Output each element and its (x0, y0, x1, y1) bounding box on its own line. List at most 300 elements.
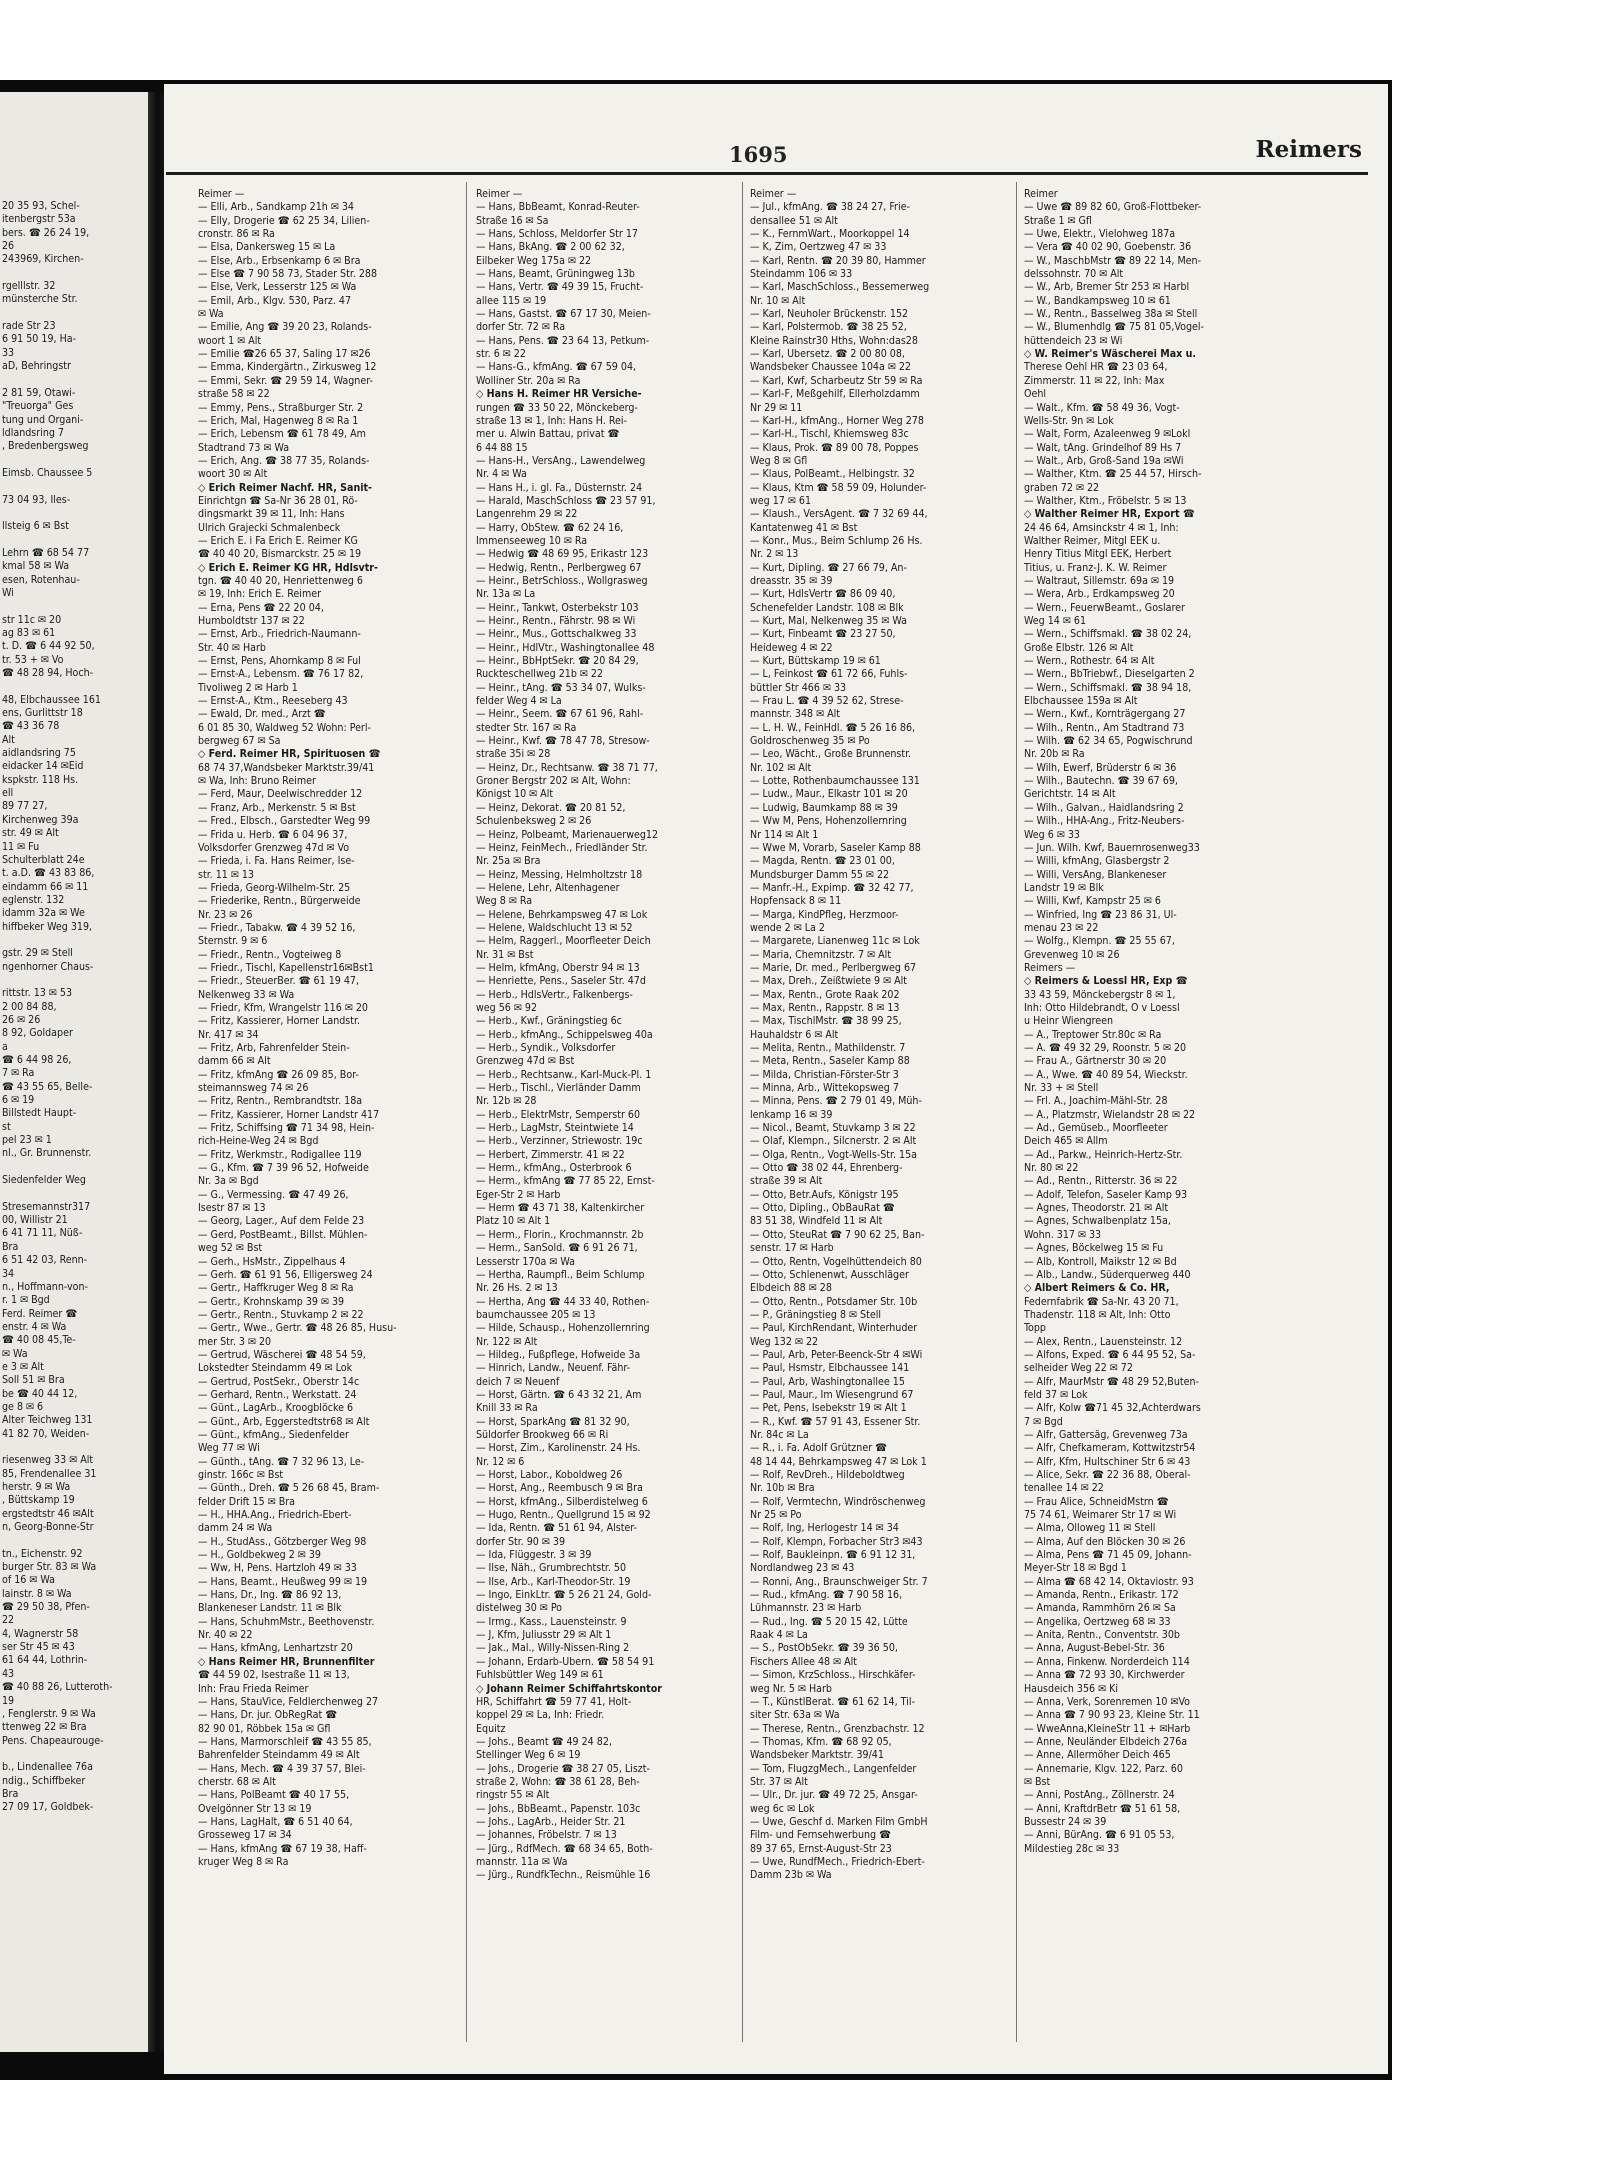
directory-entry-line: — Alfr, Chefkameram, Kottwitzstr54 (1024, 1442, 1196, 1455)
directory-entry-line: 11 ✉ Fu (2, 840, 40, 853)
directory-entry-line: — Emilie, Ang ☎ 39 20 23, Rolands- (198, 321, 372, 334)
directory-entry-line: Zimmerstr. 11 ✉ 22, Inh: Max (1024, 374, 1165, 387)
directory-entry-line: — Herm., SanSold. ☎ 6 91 26 71, (476, 1242, 638, 1255)
directory-entry-line: Inh: Otto Hildebrandt, O v Loessl (1024, 1001, 1180, 1014)
directory-entry-line: — Hans H., i. gl. Fa., Düsternstr. 24 (476, 481, 643, 494)
directory-entry-line: — Minna, Pens. ☎ 2 79 01 49, Müh- (750, 1095, 922, 1108)
directory-entry-line: — Wilh., HHA-Ang., Fritz-Neubers- (1024, 815, 1185, 828)
directory-entry-line: Straße 16 ✉ Sa (476, 214, 549, 227)
directory-entry-line: — Else ☎ 7 90 58 73, Stader Str. 288 (198, 268, 378, 281)
directory-entry-line: Blankeneser Landstr. 11 ✉ Blk (198, 1602, 342, 1615)
directory-entry-line: densallee 51 ✉ Alt (750, 214, 838, 227)
directory-entry-line: weg 52 ✉ Bst (198, 1242, 263, 1255)
directory-entry-line: — Meta, Rentn., Saseler Kamp 88 (750, 1055, 910, 1068)
directory-entry-line: — Horst, Gärtn. ☎ 6 43 32 21, Am (476, 1388, 642, 1401)
directory-entry-line: — Alfr, Gattersäg, Grevenweg 73a (1024, 1428, 1188, 1441)
directory-entry-line: — Karl-H., kfmAng., Horner Weg 278 (750, 414, 924, 427)
directory-entry-line: — Johs., Beamt ☎ 49 24 82, (476, 1735, 612, 1748)
directory-entry-line: , Büttskamp 19 (2, 1494, 75, 1507)
directory-entry-line: — Ad., Gemüseb., Moorfleeter (1024, 1122, 1168, 1135)
directory-entry-line: 243969, Kirchen- (2, 253, 84, 266)
directory-entry-line: — Hans, Beamt, Grüningweg 13b (476, 268, 635, 281)
directory-entry-line: — Hans, BkAng. ☎ 2 00 62 32, (476, 241, 625, 254)
directory-entry-line: allee 115 ✉ 19 (476, 294, 547, 307)
directory-entry-line: — Ernst-A., Ktm., Reeseberg 43 (198, 695, 348, 708)
directory-entry-line: tenallee 14 ✉ 22 (1024, 1482, 1104, 1495)
directory-entry-line: Schenefelder Landstr. 108 ✉ Blk (750, 601, 904, 614)
directory-entry-line: — Anni, KraftdrBetr ☎ 51 61 58, (1024, 1802, 1181, 1815)
directory-entry-line: — Hildeg., Fußpflege, Hofweide 3a (476, 1348, 641, 1361)
directory-entry-line: — Friedr., Tischl, Kapellenstr16✉Bst1 (198, 961, 374, 974)
directory-entry-line: 2 81 59, Otawi- (2, 386, 76, 399)
directory-entry-line: — Anni, BürAng. ☎ 6 91 05 53, (1024, 1829, 1175, 1842)
directory-entry-line: — R., i. Fa. Adolf Grützner ☎ (750, 1442, 888, 1455)
directory-entry-line: — Karl, Neuholer Brückenstr. 152 (750, 308, 909, 321)
directory-entry-line: — Gertr., Haffkruger Weg 8 ✉ Ra (198, 1282, 354, 1295)
directory-entry-line: — Max, Rentn., Grote Raak 202 (750, 988, 900, 1001)
directory-entry-line: — Alfons, Exped. ☎ 6 44 95 52, Sa- (1024, 1348, 1196, 1361)
directory-entry-line: — Heinr., Rentn., Fährstr. 98 ✉ Wi (476, 615, 636, 627)
directory-entry-line: 6 41 71 11, Nüß- (2, 1227, 83, 1240)
directory-entry-line: — Gerd, PostBeamt., Billst. Mühlen- (198, 1228, 368, 1241)
directory-entry-line: — Gertr., Wwe., Gertr. ☎ 48 26 85, Husu- (198, 1322, 397, 1335)
directory-entry-line: — Herbert, Zimmerstr. 41 ✉ 22 (476, 1148, 625, 1161)
directory-entry-line: cherstr. 68 ✉ Alt (198, 1775, 276, 1788)
directory-entry-line: Nr. 417 ✉ 34 (198, 1028, 259, 1041)
directory-entry-line: — Heinr., Mus., Gottschalkweg 33 (476, 628, 637, 641)
directory-entry-line: — Willi, Kwf, Kampstr 25 ✉ 6 (1024, 895, 1161, 908)
directory-entry-line: — Alma, Olloweg 11 ✉ Stell (1024, 1522, 1156, 1535)
directory-entry-line: Titius, u. Franz-J. K. W. Reimer (1024, 561, 1167, 574)
directory-entry-line: ginstr. 166c ✉ Bst (198, 1469, 284, 1481)
directory-entry-line: 00, Willistr 21 (2, 1214, 68, 1227)
page-number: 1695 (729, 142, 788, 167)
directory-entry-line: — Fritz, Rentn., Rembrandtstr. 18a (198, 1095, 363, 1108)
directory-entry-line: Schulterblatt 24e (2, 853, 85, 866)
directory-entry-line: — Heinr., Kwf. ☎ 78 47 78, Stresow- (476, 735, 650, 748)
directory-entry-line: — Gertr., Krohnskamp 39 ✉ 39 (198, 1295, 345, 1308)
directory-entry-line: — Hans, Pens. ☎ 23 64 13, Petkum- (476, 334, 650, 347)
directory-entry-line: — Otto ☎ 38 02 44, Ehrenberg- (750, 1162, 903, 1175)
directory-entry-line: t. a.D. ☎ 43 83 86, (2, 867, 95, 880)
directory-entry-line: siter Str. 63a ✉ Wa (750, 1709, 840, 1722)
directory-entry-line: straße 35i ✉ 28 (476, 748, 551, 761)
directory-entry-line: — Otto, Schlenenwt, Ausschläger (750, 1268, 909, 1281)
directory-entry-line: — Rolf, RevDreh., Hildeboldtweg (750, 1469, 905, 1481)
directory-entry-line: — Herb., HdlsVertr., Falkenbergs- (476, 988, 633, 1001)
directory-entry-line: — H., HHA.Ang., Friedrich-Ebert- (198, 1509, 352, 1522)
directory-entry-line: Große Elbstr. 126 ✉ Alt (1024, 641, 1134, 654)
directory-entry-line: — Max, TischlMstr. ☎ 38 99 25, (750, 1015, 902, 1028)
directory-entry-line: Weg 8 ✉ Ra (476, 895, 533, 908)
directory-entry-line: Wohn. 317 ✉ 33 (1024, 1228, 1102, 1241)
directory-entry-line: — Paul, Arb, Peter-Beenck-Str 4 ✉Wi (750, 1348, 923, 1361)
directory-entry-line: — Wern., BbTriebwf., Dieselgarten 2 (1024, 668, 1195, 681)
directory-entry-line: Schulenbeksweg 2 ✉ 26 (476, 815, 592, 828)
directory-entry-line: 41 82 70, Weiden- (2, 1427, 90, 1440)
directory-entry-line: eglenstr. 132 (2, 893, 65, 906)
directory-entry-line: feld 37 ✉ Lok (1024, 1388, 1088, 1401)
directory-entry-line: — Karl, Rentn. ☎ 20 39 80, Hammer (750, 254, 926, 267)
directory-entry-line: — W., MaschbMstr ☎ 89 22 14, Men- (1024, 254, 1202, 267)
directory-entry-line: — A., Wwe. ☎ 40 89 54, Wieckstr. (1024, 1068, 1188, 1081)
directory-entry-line: — Ida, Rentn. ☎ 51 61 94, Alster- (476, 1522, 637, 1535)
directory-entry-line: — Alex, Rentn., Lauensteinstr. 12 (1024, 1335, 1183, 1348)
directory-entry-line: — Wilh., Rentn., Am Stadtrand 73 (1024, 721, 1185, 734)
directory-entry-line: ✉ 19, Inh: Erich E. Reimer (198, 588, 322, 601)
directory-entry-line: ◇ Reimers & Loessl HR, Exp ☎ (1024, 975, 1188, 988)
directory-entry-line: 26 (2, 240, 15, 253)
directory-entry-line: ✉ Wa (198, 308, 224, 321)
directory-entry-line: — Max, Rentn., Rappstr. 8 ✉ 13 (750, 1001, 900, 1014)
directory-entry-line: Weg 77 ✉ Wi (198, 1442, 260, 1455)
directory-entry-line: — Jürg., RdfMech. ☎ 68 34 65, Both- (476, 1842, 653, 1855)
directory-entry-line: — Helene, Waldschlucht 13 ✉ 52 (476, 921, 633, 934)
directory-entry-line: — Thomas, Kfm. ☎ 68 92 05, (750, 1735, 892, 1748)
directory-entry-line: 82 90 01, Röbbek 15a ✉ Gfl (198, 1722, 331, 1735)
directory-entry-line: — W., Bandkampsweg 10 ✉ 61 (1024, 294, 1171, 307)
directory-entry-line: — Günt., Arb, Eggerstedtstr68 ✉ Alt (198, 1415, 370, 1428)
directory-entry-line: — Anne, Neuländer Elbdeich 276a (1024, 1735, 1188, 1748)
directory-entry-line: u Heinr Wiengreen (1024, 1015, 1113, 1028)
directory-entry-line: Wandsbeker Chaussee 104a ✉ 22 (750, 361, 911, 374)
directory-entry-line: felder Weg 4 ✉ La (476, 695, 562, 708)
directory-entry-line: Equitz (476, 1722, 506, 1735)
directory-entry-line: Therese Oehl HR ☎ 23 03 64, (1024, 361, 1168, 374)
directory-entry-line: 6 44 88 15 (476, 441, 528, 454)
directory-entry-line: koppel 29 ✉ La, Inh: Friedr. (476, 1709, 605, 1722)
directory-entry-line: 22 (2, 1614, 15, 1627)
directory-entry-line: tung und Organi- (2, 413, 84, 426)
directory-entry-line: — K, Zim, Oertzweg 47 ✉ 33 (750, 241, 887, 254)
directory-entry-line: ☎ 43 36 78 (2, 720, 60, 733)
directory-entry-line: Weg 132 ✉ 22 (750, 1335, 819, 1348)
directory-entry-line (2, 534, 148, 547)
directory-entry-line: Nr. 26 Hs. 2 ✉ 13 (476, 1282, 558, 1295)
directory-entry-line: Kleine Rainstr30 Hths, Wohn:das28 (750, 334, 918, 347)
directory-entry-line: — P., Gräningstieg 8 ✉ Stell (750, 1308, 882, 1321)
directory-entry-line (2, 1534, 148, 1547)
directory-entry-line: Königst 10 ✉ Alt (476, 788, 554, 801)
directory-entry-line: Platz 10 ✉ Alt 1 (476, 1215, 551, 1228)
directory-entry-line: — Hans, SchuhmMstr., Beethovenstr. (198, 1615, 375, 1628)
directory-entry-line: 7 ✉ Bgd (1024, 1415, 1063, 1428)
directory-entry-line: — K., FernmWart., Moorkoppel 14 (750, 228, 910, 241)
directory-entry-line: Grevenweg 10 ✉ 26 (1024, 948, 1120, 961)
directory-entry-line: aD, Behringstr (2, 360, 71, 373)
directory-entry-line: — Heinr., tAng. ☎ 53 34 07, Wulks- (476, 681, 646, 694)
directory-entry-line: — Elly, Drogerie ☎ 62 25 34, Lilien- (198, 214, 370, 227)
directory-entry-line: tgn. ☎ 40 40 20, Henriettenweg 6 (198, 574, 363, 587)
directory-entry-line: Mildestieg 28c ✉ 33 (1024, 1842, 1120, 1855)
directory-entry-line: — Kurt, Mal, Nelkenweg 35 ✉ Wa (750, 615, 907, 627)
directory-entry-line: — S., PostObSekr. ☎ 39 36 50, (750, 1642, 898, 1655)
directory-entry-line: — Emmi, Sekr. ☎ 29 59 14, Wagner- (198, 374, 373, 387)
directory-entry-line: — A., Platzmstr, Wielandstr 28 ✉ 22 (1024, 1108, 1196, 1121)
directory-entry-line (2, 480, 148, 493)
directory-entry-line: st (2, 1120, 11, 1133)
directory-entry-line: — Gerhard, Rentn., Werkstatt. 24 (198, 1388, 357, 1401)
directory-entry-line: itenbergstr 53a (2, 213, 76, 226)
directory-entry-line: — Ernst, Arb., Friedrich-Naumann- (198, 628, 361, 641)
directory-entry-line: Lehrn ☎ 68 54 77 (2, 546, 90, 559)
directory-entry-line: — Klaus, PolBeamt., Helbingstr. 32 (750, 468, 915, 481)
directory-entry-line: Meyer-Str 18 ✉ Bgd 1 (1024, 1562, 1127, 1575)
directory-entry-line: — Wilh., Galvan., Haidlandsring 2 (1024, 801, 1184, 814)
directory-entry-line: — Hans, LagHalt, ☎ 6 51 40 64, (198, 1815, 353, 1828)
directory-entry-line: — Paul, KirchRendant, Winterhuder (750, 1322, 918, 1335)
directory-entry-line: 75 74 61, Weimarer Str 17 ✉ Wi (1024, 1509, 1177, 1522)
running-head: Reimers (1255, 136, 1362, 163)
directory-entry-line: HR, Schiffahrt ☎ 59 77 41, Holt- (476, 1695, 632, 1708)
directory-entry-line: — L. H. W., FeinHdl. ☎ 5 26 16 86, (750, 721, 916, 734)
directory-entry-line: — Wera, Arb., Erdkampsweg 20 (1024, 588, 1175, 601)
directory-entry-line: Lokstedter Steindamm 49 ✉ Lok (198, 1362, 353, 1375)
directory-entry-line: Thadenstr. 118 ✉ Alt, Inh: Otto (1024, 1308, 1171, 1321)
directory-entry-line: ☎ 48 28 94, Hoch- (2, 667, 94, 680)
directory-entry-line: Film- und Fernsehwerbung ☎ (750, 1829, 891, 1842)
directory-entry-line: — Anna, Finkenw. Norderdeich 114 (1024, 1655, 1190, 1668)
directory-entry-line: — Emmy, Pens., Straßburger Str. 2 (198, 401, 364, 414)
directory-entry-line: rungen ☎ 33 50 22, Mönckeberg- (476, 401, 638, 414)
directory-entry-line: woort 1 ✉ Alt (198, 334, 262, 347)
directory-entry-line: — Henriette, Pens., Saseler Str. 47d (476, 975, 646, 988)
directory-entry-line: Weg 6 ✉ 33 (1024, 828, 1080, 841)
directory-entry-line: — Klaus, Ktm ☎ 58 59 09, Holunder- (750, 481, 927, 494)
directory-entry-line: Bra (2, 1240, 19, 1253)
directory-entry-line: — Emil, Arb., Klgv. 530, Parz. 47 (198, 294, 352, 307)
directory-entry-line: — Ernst-A., Lebensm. ☎ 76 17 82, (198, 668, 364, 681)
directory-entry-line: — Georg, Lager., Auf dem Felde 23 (198, 1215, 365, 1228)
directory-entry-line: Heideweg 4 ✉ 22 (750, 641, 833, 654)
header-rule (166, 172, 1368, 175)
directory-entry-line: — Tom, FlugzgMech., Langenfelder (750, 1762, 917, 1775)
directory-entry-line: 48 14 44, Behrkampsweg 47 ✉ Lok 1 (750, 1455, 927, 1468)
directory-entry-line (2, 680, 148, 693)
directory-entry-line: ☎ 6 44 98 26, (2, 1054, 72, 1066)
directory-entry-line: kspkstr. 118 Hs. (2, 773, 79, 786)
directory-entry-line: Raak 4 ✉ La (750, 1629, 808, 1642)
directory-entry-line: — Rud., Ing. ☎ 5 20 15 42, Lütte (750, 1615, 908, 1628)
directory-entry-line: senstr. 17 ✉ Harb (750, 1242, 834, 1255)
directory-entry-line (2, 1441, 148, 1454)
directory-entry-line: ✉ Wa (2, 1347, 28, 1360)
directory-entry-line: — Walt., Arb, Groß-Sand 19a ✉Wi (1024, 454, 1184, 467)
directory-entry-line: Nr. 3a ✉ Bgd (198, 1175, 259, 1188)
directory-entry-line: — Therese, Rentn., Grenzbachstr. 12 (750, 1722, 925, 1735)
directory-entry-line: — Wern., FeuerwBeamt., Goslarer (1024, 601, 1185, 614)
directory-entry-line: — Simon, KrzSchloss., Hirschkäfer- (750, 1669, 916, 1682)
directory-entry-line: — Herb., Rechtsanw., Karl-Muck-Pl. 1 (476, 1068, 652, 1081)
directory-entry-line: Bra (2, 1787, 19, 1800)
directory-entry-line: — Rolf, Baukleinpn. ☎ 6 91 12 31, (750, 1549, 916, 1562)
directory-entry-line: rich-Heine-Weg 24 ✉ Bgd (198, 1135, 319, 1148)
directory-entry-line: deich 7 ✉ Neuenf (476, 1375, 560, 1388)
directory-entry-line: — Jak., Mal., Willy-Nissen-Ring 2 (476, 1642, 630, 1655)
directory-entry-line: Tivoliweg 2 ✉ Harb 1 (198, 681, 298, 694)
directory-entry-line: straße 58 ✉ 22 (198, 388, 270, 401)
directory-entry-line: bergweg 67 ✉ Sa (198, 735, 281, 748)
directory-entry-line: Nr. 23 ✉ 26 (198, 908, 253, 921)
directory-entry-line: — Willi, VersAng, Blankeneser (1024, 868, 1167, 881)
directory-entry-line: — Adolf, Telefon, Saseler Kamp 93 (1024, 1188, 1188, 1201)
book-gutter (148, 92, 164, 2052)
directory-entry-line: — Emilie ☎26 65 37, Saling 17 ✉26 (198, 348, 371, 361)
directory-entry-line: — Wern., Schiffsmakl. ☎ 38 94 18, (1024, 681, 1192, 694)
directory-entry-line: — Karl-F, Meßgehilf, Ellerholzdamm (750, 388, 920, 401)
directory-entry-line: wende 2 ✉ La 2 (750, 921, 825, 934)
directory-entry-line: — Hilde, Schausp., Hohenzollernring (476, 1322, 650, 1335)
directory-entry-line: — Anni, PostAng., Zöllnerstr. 24 (1024, 1789, 1175, 1802)
directory-entry-line: — Wwe M, Vorarb, Saseler Kamp 88 (750, 841, 921, 854)
directory-entry-line: — Helene, Behrkampsweg 47 ✉ Lok (476, 908, 648, 921)
directory-entry-line: — Hans, kfmAng, Lenhartzstr 20 (198, 1642, 353, 1655)
directory-entry-line: Eimsb. Chaussee 5 (2, 466, 93, 479)
directory-entry-line: büttler Str 466 ✉ 33 (750, 681, 847, 694)
directory-entry-line: — Waltraut, Sillemstr. 69a ✉ 19 (1024, 574, 1175, 587)
directory-entry-line: — Amanda, Rammhörn 26 ✉ Sa (1024, 1602, 1176, 1615)
directory-entry-line: ✉ Wa, Inh: Bruno Reimer (198, 775, 316, 788)
directory-entry-line: — Hugo, Rentn., Quellgrund 15 ✉ 92 (476, 1509, 651, 1522)
directory-entry-line: llsteig 6 ✉ Bst (2, 520, 69, 533)
directory-entry-line: Lesserstr 170a ✉ Wa (476, 1255, 575, 1268)
directory-entry-line: — Günth., Dreh. ☎ 5 26 68 45, Bram- (198, 1482, 380, 1495)
directory-entry-line: — Alma, Auf den Blöcken 30 ✉ 26 (1024, 1535, 1186, 1548)
directory-entry-line: — H., Goldbekweg 2 ✉ 39 (198, 1549, 321, 1562)
directory-entry-line: Reimer — (476, 188, 523, 200)
directory-entry-line: Nr. 31 ✉ Bst (476, 948, 534, 961)
directory-entry-line: Nr 29 ✉ 11 (750, 401, 803, 414)
directory-entry-line: eidacker 14 ✉Eid (2, 760, 84, 773)
directory-entry-line: Isestr 87 ✉ 13 (198, 1202, 266, 1215)
directory-page (164, 84, 1388, 2074)
directory-entry-line: Nr. 40 ✉ 22 (198, 1629, 253, 1642)
directory-entry-line: — Erich, Mal, Hagenweg 8 ✉ Ra 1 (198, 414, 359, 427)
directory-column-2 (476, 188, 734, 1883)
directory-entry-line: — Anne, Allermöher Deich 465 (1024, 1749, 1171, 1762)
directory-entry-line: 26 ✉ 26 (2, 1013, 41, 1026)
directory-entry-line: — Günt., kfmAng., Siedenfelder (198, 1428, 349, 1441)
directory-entry-line: — WweAnna,KleineStr 11 + ✉Harb (1024, 1722, 1191, 1735)
directory-entry-line: damm 24 ✉ Wa (198, 1522, 273, 1535)
directory-entry-line: — Hans-G., kfmAng. ☎ 67 59 04, (476, 361, 637, 374)
directory-entry-line: Reimer (1024, 188, 1058, 200)
directory-entry-line: — Harry, ObStew. ☎ 62 24 16, (476, 521, 624, 534)
directory-entry-line: — Anna, Verk, Sorenremen 10 ✉Vo (1024, 1695, 1191, 1708)
directory-entry-line: — Friedr., Tabakw. ☎ 4 39 52 16, (198, 921, 356, 934)
directory-entry-line: ldlandsring 7 (2, 426, 64, 439)
directory-entry-line: Nr. 33 + ✉ Stell (1024, 1082, 1099, 1095)
directory-entry-line: — Hinrich, Landw., Neuenf. Fähr- (476, 1362, 631, 1375)
directory-entry-line: — Ww, H, Pens. Hartzloh 49 ✉ 33 (198, 1562, 357, 1575)
directory-entry-line: — Fritz, Schiffsing ☎ 71 34 98, Hein- (198, 1122, 375, 1135)
directory-entry-line: — Herb., ElektrMstr, Semperstr 60 (476, 1108, 641, 1121)
directory-entry-line: dorfer Str. 90 ✉ 39 (476, 1535, 566, 1548)
directory-entry-line: Topp (1024, 1322, 1046, 1335)
directory-entry-line: — Karl, Ubersetz. ☎ 2 00 80 08, (750, 348, 905, 361)
directory-entry-line: 48, Elbchaussee 161 (2, 693, 101, 706)
directory-entry-line: — Fritz, Arb, Fahrenfelder Stein- (198, 1042, 350, 1054)
directory-entry-line: — Hertha, Ang ☎ 44 33 40, Rothen- (476, 1295, 650, 1308)
directory-entry-line: — Manfr.-H., Expimp. ☎ 32 42 77, (750, 881, 914, 894)
directory-entry-line: — Wilh, Ewerf, Brüderstr 6 ✉ 36 (1024, 761, 1177, 774)
directory-entry-line: — Hedwig, Rentn., Perlbergweg 67 (476, 561, 642, 574)
directory-entry-line: dreasstr. 35 ✉ 39 (750, 574, 833, 587)
directory-entry-line: — Horst, Ang., Reembusch 9 ✉ Bra (476, 1482, 643, 1495)
directory-entry-line: — L, Feinkost ☎ 61 72 66, Fuhls- (750, 668, 908, 681)
directory-entry-line: — Alice, Sekr. ☎ 22 36 88, Oberal- (1024, 1469, 1191, 1481)
directory-entry-line: — Otto, Rentn., Potsdamer Str. 10b (750, 1295, 918, 1308)
directory-entry-line: Reimers — (1024, 961, 1076, 974)
directory-entry-line: "Treuorga" Ges (2, 400, 74, 413)
directory-entry-line: — Anna ☎ 72 93 30, Kirchwerder (1024, 1669, 1185, 1682)
directory-entry-line: — Herm., Florin., Krochmannstr. 2b (476, 1228, 644, 1241)
directory-entry-line: — Alma ☎ 68 42 14, Oktaviostr. 93 (1024, 1575, 1194, 1588)
directory-entry-line: — H., StudAss., Götzberger Weg 98 (198, 1535, 367, 1548)
directory-entry-line: — Hans, Beamt., Heußweg 99 ✉ 19 (198, 1575, 368, 1588)
directory-entry-line: damm 66 ✉ Alt (198, 1055, 271, 1068)
directory-entry-line: Siedenfelder Weg (2, 1174, 86, 1187)
directory-entry-line: Nr 25 ✉ Po (750, 1509, 802, 1522)
left-page-fragment (0, 92, 148, 2052)
directory-entry-line: — Willi, kfmAng, Glasbergstr 2 (1024, 855, 1170, 868)
directory-entry-line: dorfer Str. 72 ✉ Ra (476, 321, 566, 334)
directory-entry-line: str 11c ✉ 20 (2, 613, 62, 626)
directory-entry-line: — Hans, Dr. jur. ObRegRat ☎ (198, 1709, 338, 1722)
directory-entry-line: — Otto, Betr.Aufs, Königstr 195 (750, 1188, 899, 1201)
directory-entry-line: graben 72 ✉ 22 (1024, 481, 1100, 494)
directory-entry-line: — Jul., kfmAng. ☎ 38 24 27, Frie- (750, 201, 910, 214)
directory-entry-line: — Johs., LagArb., Heider Str. 21 (476, 1815, 626, 1828)
directory-entry-line: b., Lindenallee 76a (2, 1761, 93, 1774)
directory-entry-line: — Heinz, Messing, Helmholtzstr 18 (476, 868, 643, 881)
directory-entry-line: — Herb., LagMstr, Steintwiete 14 (476, 1122, 634, 1135)
directory-entry-line: 8 92, Goldaper (2, 1027, 73, 1040)
directory-entry-line: ergstedtstr 46 ✉Alt (2, 1507, 94, 1520)
directory-entry-line: 33 43 59, Mönckebergstr 8 ✉ 1, (1024, 988, 1176, 1001)
directory-entry-line: — Heinz, FeinMech., Friedländer Str. (476, 841, 648, 854)
directory-entry-line: — Paul, Maur., Im Wiesengrund 67 (750, 1388, 914, 1401)
directory-entry-line: — Ferd, Maur, Deelwischredder 12 (198, 788, 363, 801)
directory-entry-line: weg Nr. 5 ✉ Harb (750, 1682, 832, 1695)
directory-entry-line: — Uwe ☎ 89 82 60, Groß-Flottbeker- (1024, 201, 1202, 214)
directory-entry-line: ◇ Erich E. Reimer KG HR, Hdlsvtr- (198, 561, 378, 574)
directory-entry-line: ☎ 40 40 20, Bismarckstr. 25 ✉ 19 (198, 548, 362, 561)
directory-entry-line: 34 (2, 1267, 15, 1280)
directory-entry-line: Weg 14 ✉ 61 (1024, 615, 1087, 627)
directory-entry-line: — Paul, Hsmstr, Elbchaussee 141 (750, 1362, 910, 1375)
directory-entry-line: 85, Frendenallee 31 (2, 1467, 97, 1480)
directory-entry-line: 6 91 50 19, Ha- (2, 333, 77, 346)
directory-entry-line: mer Str. 3 ✉ 20 (198, 1335, 272, 1348)
directory-entry-line: — Kurt, Finbeamt ☎ 23 27 50, (750, 628, 896, 641)
directory-entry-line: Stresemannstr317 (2, 1200, 91, 1213)
directory-entry-line: — Wern., Kwf., Kornträgergang 27 (1024, 708, 1186, 721)
directory-entry-line: — Friedr., Rentn., Vogteiweg 8 (198, 948, 342, 961)
directory-entry-line: — Johann, Erdarb-Ubern. ☎ 58 54 91 (476, 1655, 655, 1668)
directory-entry-line: Oehl (1024, 388, 1047, 401)
directory-entry-line: — Jun. Wilh. Kwf, Bauernrosenweg33 (1024, 841, 1200, 854)
directory-entry-line: — Alfr, Kfm, Hultschiner Str 6 ✉ 43 (1024, 1455, 1191, 1468)
directory-entry-line: Alter Teichweg 131 (2, 1414, 93, 1427)
directory-entry-line: — Johannes, Fröbelstr. 7 ✉ 13 (476, 1829, 617, 1842)
directory-entry-line: — Pet, Pens, Isebekstr 19 ✉ Alt 1 (750, 1402, 907, 1415)
directory-entry-line (2, 934, 148, 947)
directory-entry-line: weg 56 ✉ 92 (476, 1001, 538, 1014)
directory-entry-line: — Uwe, RundfMech., Friedrich-Ebert- (750, 1855, 925, 1868)
directory-entry-line: Elbdeich 88 ✉ 28 (750, 1282, 832, 1295)
directory-entry-line: — Wilh. ☎ 62 34 65, Pogwischrund (1024, 735, 1193, 748)
